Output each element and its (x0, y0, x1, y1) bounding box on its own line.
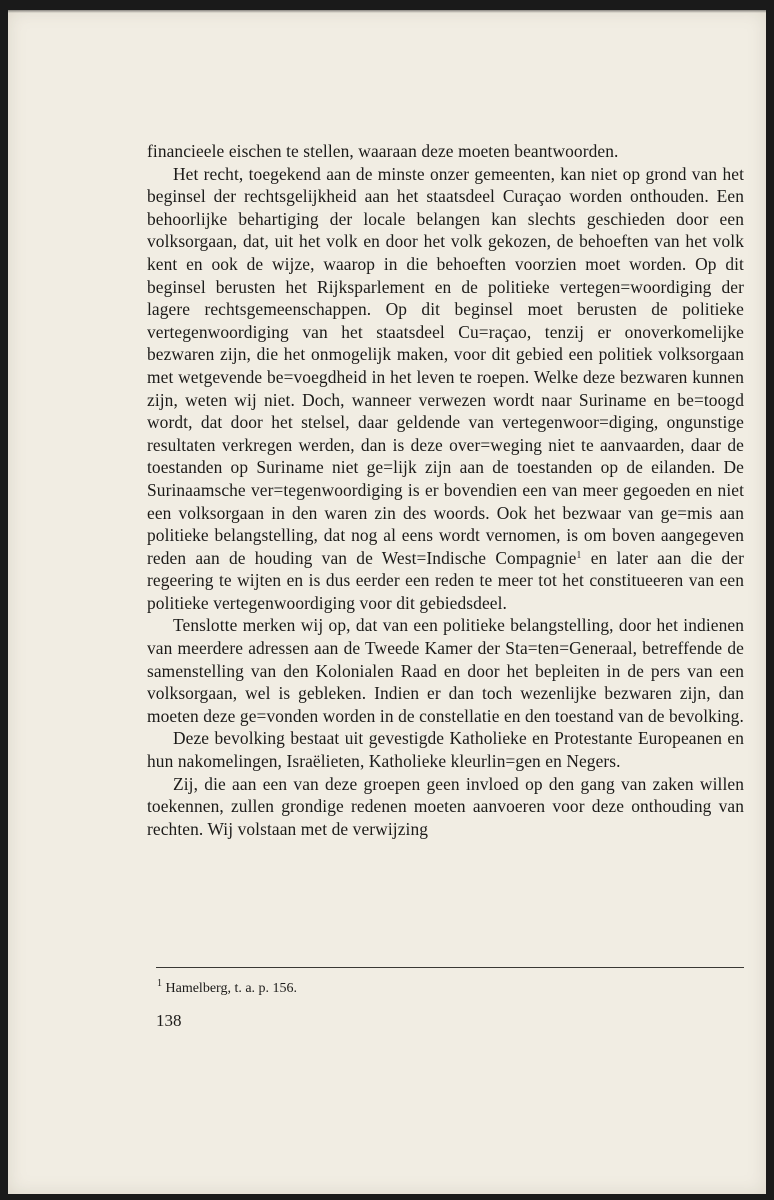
paragraph-5 (147, 773, 744, 841)
footnote-reference: 1 (576, 549, 582, 561)
paragraph-2 (147, 163, 744, 615)
paragraph-4-text: Deze bevolking bestaat uit gevestigde Katholieke en Protestante Europeanen en hun nakomelingen, Israëlieten, Katholieke kleurlin=gen en Negers. (147, 728, 744, 772)
page-edge-shadow (8, 10, 766, 13)
footnote-divider (156, 967, 744, 968)
paragraph-1 (147, 140, 744, 163)
paragraph-3-text: Tenslotte merken wij op, dat van een politieke belangstelling, door het indienen van meerdere adressen aan de Tweede Kamer der Sta=ten=Generaal, betreffende de samenstelling van den Kolonialen Raad en door het bepleiten in de pers van een volksorgaan, wel is gebleken. Indien er dan toch wezenlijke bezwaren zijn, dan moeten deze ge=vonden worden in de constellatie en den toestand van de bevolking. (147, 615, 744, 726)
footnote-text: Hamelberg, t. a. p. 156. (162, 981, 298, 996)
paragraph-2-text-continued: en later aan die der regeering te wijten en is dus eerder een reden te meer tot het constitueeren van een politieke vertegenwoordiging voor dit gebiedsdeel. (147, 547, 744, 613)
paragraph-1-text: financieele eischen te stellen, waaraan deze moeten beantwoorden. (147, 141, 619, 161)
paragraph-3 (147, 614, 744, 727)
book-page (8, 10, 766, 1194)
paragraph-2-text: Het recht, toegekend aan de minste onzer gemeenten, kan niet op grond van het beginsel der rechtsgelijkheid aan het staatsdeel Curaçao worden onthouden. Een behoorlijke behartiging der locale belangen kan slechts geschieden door een volksorgaan, dat, uit het volk en door het volk gekozen, de behoeften van het volk kent en ook de wijze, waarop in die behoeften voorzien moet worden. Op dit beginsel berusten het Rijksparlement en de politieke vertegen=woordiging der lagere rechtsgemeenschappen. Op dit beginsel moet berusten de politieke vertegenwoordiging van het staatsdeel Cu=raçao, tenzij er onoverkomelijke bezwaren zijn, die het onmogelijk maken, voor dit gebied een politiek volksorgaan met wetgevende be=voegdheid in het leven te roepen. Welke deze bezwaren kunnen zijn, weten wij niet. Doch, wanneer verwezen wordt naar Suriname en be=toogd wordt, dat door het stelsel, daar geldende van vertegenwoor=diging, ongunstige resultaten verkregen werden, dan is deze over=weging niet te aanvaarden, daar de toestanden op Suriname niet ge=lijk zijn aan de toestanden op de eilanden. De Surinaamsche ver=tegenwoordiging is er bovendien een van meer gegoeden en niet een volksorgaan in den waren zin des woords. Ook het bezwaar van ge=mis aan politieke belangstelling, dat nog al eens wordt vernomen, is om boven aangegeven reden aan de houding van de West=Indische Compagnie (147, 163, 744, 568)
paragraph-5-text: Zij, die aan een van deze groepen geen invloed op den gang van zaken willen toekennen, zullen grondige redenen moeten aanvoeren voor deze onthouding van rechten. Wij volstaan met de verwijzing (147, 773, 744, 839)
footnote (157, 978, 298, 997)
body-text (147, 140, 744, 840)
footnote-marker: 1 (157, 978, 162, 989)
paragraph-4 (147, 727, 744, 772)
page-number: 138 (156, 1011, 182, 1030)
